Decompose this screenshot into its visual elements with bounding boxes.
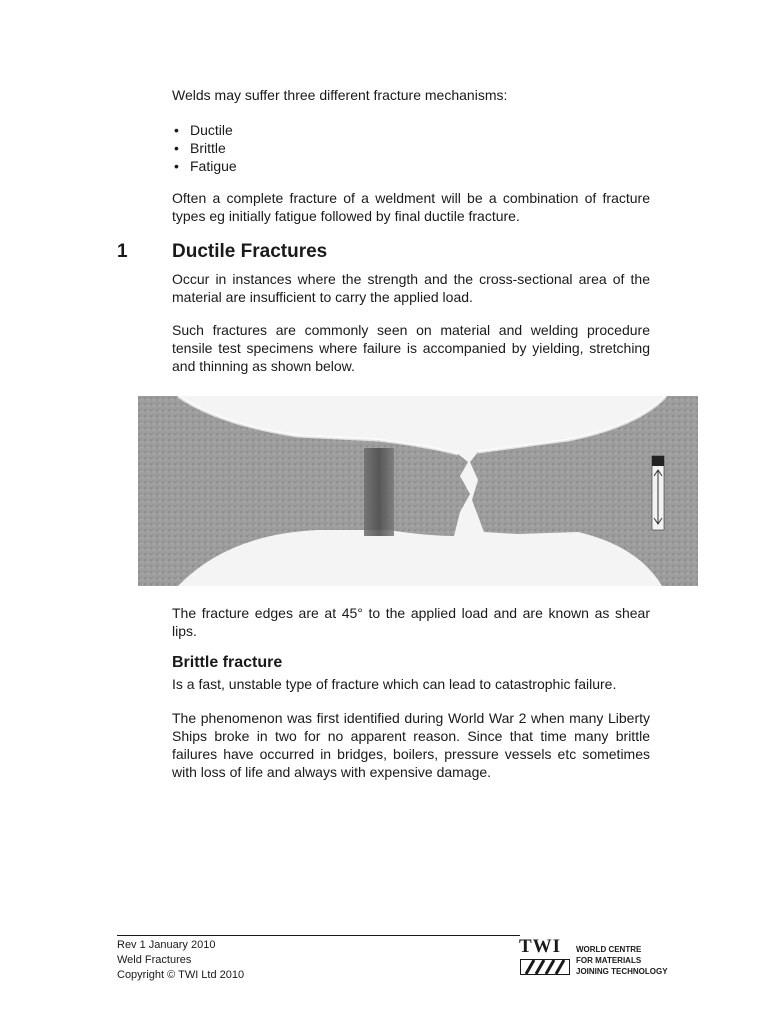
footer-document-title: Weld Fractures bbox=[117, 954, 192, 966]
shear-lips-paragraph: The fracture edges are at 45° to the applied load and are known as shear lips. bbox=[172, 605, 650, 639]
list-item: • Ductile bbox=[172, 121, 237, 139]
footer bbox=[117, 938, 244, 983]
intro-lead: Welds may suffer three different fracture mechanisms: bbox=[172, 87, 508, 103]
logo-tagline: WORLD CENTRE FOR MATERIALS JOINING TECHNOLOGY bbox=[576, 945, 668, 976]
ductile-paragraph-1: Occur in instances where the strength and the cross-sectional area of the material are insufficient to carry the applied load. bbox=[172, 271, 650, 305]
footer-revision: Rev 1 January 2010 bbox=[117, 939, 216, 951]
logo-stripes-icon bbox=[520, 959, 570, 975]
brittle-paragraph-1: Is a fast, unstable type of fracture which can lead to catastrophic failure. bbox=[172, 676, 617, 692]
logo-wordmark: TWI bbox=[519, 936, 562, 957]
section-title: Ductile Fractures bbox=[172, 241, 328, 262]
brittle-heading: Brittle fracture bbox=[172, 654, 283, 671]
footer-rule bbox=[117, 935, 520, 936]
twi-logo bbox=[519, 936, 689, 980]
list-item: • Fatigue bbox=[172, 157, 237, 175]
list-item: • Brittle bbox=[172, 139, 237, 157]
brittle-paragraph-2: The phenomenon was first identified during World War 2 when many Liberty Ships broke in two for no apparent reason. Since that time many brittle failures have occurred in bridges, boilers, pressure vessels etc sometimes with loss of life and always with expensive damage. bbox=[172, 710, 650, 780]
footer-copyright: Copyright © TWI Ltd 2010 bbox=[117, 969, 245, 981]
tensile-specimen-image bbox=[138, 396, 698, 586]
combination-paragraph: Often a complete fracture of a weldment will be a combination of fracture types eg initially fatigue followed by final ductile fracture. bbox=[172, 190, 650, 224]
mechanism-list bbox=[172, 121, 237, 175]
section-number: 1 bbox=[117, 241, 128, 262]
ductile-paragraph-2: Such fractures are commonly seen on material and welding procedure tensile test specimens where failure is accompanied by yielding, stretching and thinning as shown below. bbox=[172, 322, 650, 374]
